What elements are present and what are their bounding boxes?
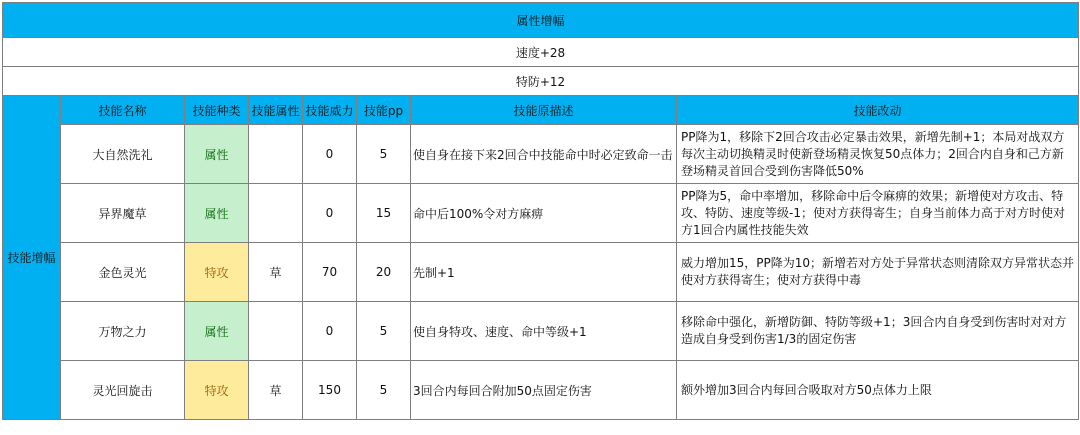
skill-attr <box>249 184 303 243</box>
table-row <box>3 243 1079 302</box>
skill-kind: 特攻 <box>185 243 249 302</box>
skill-pp: 15 <box>357 184 411 243</box>
page-title: 属性增幅 <box>3 3 1079 38</box>
skill-kind: 属性 <box>185 302 249 361</box>
skill-name: 大自然洗礼 <box>61 125 185 184</box>
skill-attr: 草 <box>249 361 303 420</box>
skill-name: 金色灵光 <box>61 243 185 302</box>
skill-power: 0 <box>303 125 357 184</box>
skill-kind: 属性 <box>185 125 249 184</box>
col-header-kind: 技能种类 <box>185 96 249 125</box>
section-label: 技能增幅 <box>3 96 61 420</box>
col-header-power: 技能威力 <box>303 96 357 125</box>
skill-orig-desc: 命中后100%令对方麻痹 <box>411 184 677 243</box>
stat-speed: 速度+28 <box>3 38 1079 67</box>
table-row <box>3 361 1079 420</box>
skill-pp: 5 <box>357 361 411 420</box>
skill-name: 灵光回旋击 <box>61 361 185 420</box>
col-header-change: 技能改动 <box>677 96 1079 125</box>
skill-change: 移除命中强化，新增防御、特防等级+1；3回合内自身受到伤害时对对方造成自身受到伤害1/3的固定伤害 <box>677 302 1079 361</box>
skill-orig-desc: 3回合内每回合附加50点固定伤害 <box>411 361 677 420</box>
skill-power: 70 <box>303 243 357 302</box>
skill-power: 0 <box>303 302 357 361</box>
skill-orig-desc: 先制+1 <box>411 243 677 302</box>
col-header-pp: 技能pp <box>357 96 411 125</box>
col-header-attr: 技能属性 <box>249 96 303 125</box>
col-header-orig: 技能原描述 <box>411 96 677 125</box>
skill-attr <box>249 125 303 184</box>
skill-change: 威力增加15，PP降为10；新增若对方处于异常状态则清除双方异常状态并使对方获得寄生；使对方获得中毒 <box>677 243 1079 302</box>
table-row <box>3 302 1079 361</box>
skill-pp: 5 <box>357 302 411 361</box>
skill-name: 万物之力 <box>61 302 185 361</box>
skill-orig-desc: 使自身特攻、速度、命中等级+1 <box>411 302 677 361</box>
col-header-name: 技能名称 <box>61 96 185 125</box>
skill-change: 额外增加3回合内每回合吸取对方50点体力上限 <box>677 361 1079 420</box>
skill-attr: 草 <box>249 243 303 302</box>
skill-table <box>2 2 1079 420</box>
skill-kind: 特攻 <box>185 361 249 420</box>
skill-orig-desc: 使自身在接下来2回合中技能命中时必定致命一击 <box>411 125 677 184</box>
table-row <box>3 184 1079 243</box>
skill-power: 0 <box>303 184 357 243</box>
stat-spdef: 特防+12 <box>3 67 1079 96</box>
table-row <box>3 125 1079 184</box>
skill-pp: 20 <box>357 243 411 302</box>
skill-name: 异界魔草 <box>61 184 185 243</box>
skill-kind: 属性 <box>185 184 249 243</box>
skill-pp: 5 <box>357 125 411 184</box>
skill-power: 150 <box>303 361 357 420</box>
skill-change: PP降为1，移除下2回合攻击必定暴击效果，新增先制+1；本局对战双方每次主动切换精灵时使新登场精灵恢复50点体力；2回合内自身和己方新登场精灵首回合受到伤害降低50% <box>677 125 1079 184</box>
skill-change: PP降为5，命中率增加，移除命中后令麻痹的效果；新增使对方攻击、特攻、特防、速度等级-1；使对方获得寄生；自身当前体力高于对方时使对方1回合内属性技能失效 <box>677 184 1079 243</box>
skill-attr <box>249 302 303 361</box>
